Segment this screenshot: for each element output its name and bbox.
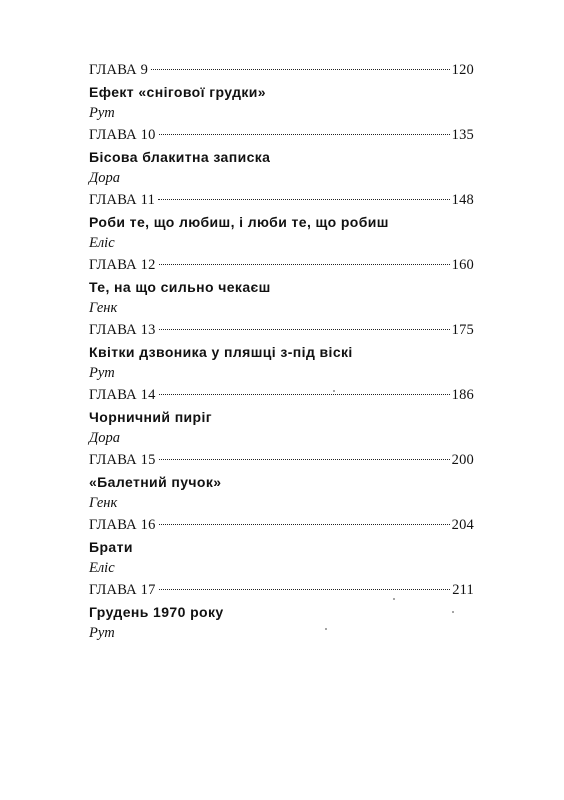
chapter-heading-line bbox=[89, 579, 474, 601]
chapter-title: «Балетний пучок» bbox=[89, 474, 222, 490]
table-of-contents bbox=[89, 59, 474, 644]
print-speck bbox=[452, 611, 454, 613]
chapter-title: Роби те, що любиш, і люби те, що робиш bbox=[89, 214, 389, 230]
toc-entry bbox=[89, 189, 474, 254]
chapter-label: ГЛАВА 15 bbox=[89, 452, 156, 468]
chapter-heading-line bbox=[89, 189, 474, 211]
chapter-narrator: Рут bbox=[89, 365, 115, 381]
page-number: 120 bbox=[451, 62, 474, 78]
print-speck bbox=[325, 628, 327, 630]
toc-entry bbox=[89, 124, 474, 189]
chapter-narrator: Дора bbox=[89, 170, 120, 186]
chapter-narrator: Еліс bbox=[89, 235, 115, 251]
dot-leader bbox=[159, 459, 450, 460]
page-number: 204 bbox=[451, 517, 474, 533]
toc-entry bbox=[89, 514, 474, 579]
chapter-label: ГЛАВА 10 bbox=[89, 127, 156, 143]
dot-leader bbox=[159, 264, 450, 265]
page-number: 135 bbox=[451, 127, 474, 143]
chapter-heading-line bbox=[89, 449, 474, 471]
toc-entry bbox=[89, 384, 474, 449]
dot-leader bbox=[159, 394, 450, 395]
toc-entry bbox=[89, 254, 474, 319]
chapter-title: Брати bbox=[89, 539, 133, 555]
chapter-title: Ефект «снігової грудки» bbox=[89, 84, 266, 100]
chapter-narrator: Еліс bbox=[89, 560, 115, 576]
chapter-label: ГЛАВА 9 bbox=[89, 62, 149, 78]
chapter-title: Квітки дзвоника у пляшці з-під віскі bbox=[89, 344, 353, 360]
chapter-label: ГЛАВА 11 bbox=[89, 192, 156, 208]
chapter-narrator: Дора bbox=[89, 430, 120, 446]
print-speck bbox=[333, 390, 335, 392]
chapter-label: ГЛАВА 12 bbox=[89, 257, 156, 273]
chapter-heading-line bbox=[89, 254, 474, 276]
page-number: 148 bbox=[451, 192, 474, 208]
chapter-heading-line bbox=[89, 384, 474, 406]
page-number: 160 bbox=[451, 257, 474, 273]
chapter-title: Те, на що сильно чекаєш bbox=[89, 279, 271, 295]
dot-leader bbox=[159, 589, 451, 590]
chapter-label: ГЛАВА 14 bbox=[89, 387, 156, 403]
page-number: 186 bbox=[451, 387, 474, 403]
toc-entry bbox=[89, 59, 474, 124]
chapter-narrator: Рут bbox=[89, 105, 115, 121]
chapter-heading-line bbox=[89, 124, 474, 146]
dot-leader bbox=[159, 524, 450, 525]
chapter-title: Грудень 1970 року bbox=[89, 604, 224, 620]
print-speck bbox=[393, 598, 395, 600]
chapter-heading-line bbox=[89, 319, 474, 341]
chapter-label: ГЛАВА 16 bbox=[89, 517, 156, 533]
page-number: 200 bbox=[451, 452, 474, 468]
chapter-narrator: Рут bbox=[89, 625, 115, 641]
chapter-heading-line bbox=[89, 59, 474, 81]
page-number: 175 bbox=[451, 322, 474, 338]
chapter-label: ГЛАВА 13 bbox=[89, 322, 156, 338]
toc-entry bbox=[89, 319, 474, 384]
chapter-label: ГЛАВА 17 bbox=[89, 582, 156, 598]
dot-leader bbox=[151, 69, 450, 70]
dot-leader bbox=[159, 134, 450, 135]
page-number: 211 bbox=[452, 582, 474, 598]
toc-entry bbox=[89, 579, 474, 644]
chapter-narrator: Генк bbox=[89, 495, 118, 511]
toc-entry bbox=[89, 449, 474, 514]
chapter-narrator: Генк bbox=[89, 300, 118, 316]
chapter-title: Чорничний пиріг bbox=[89, 409, 213, 425]
dot-leader bbox=[159, 329, 450, 330]
chapter-heading-line bbox=[89, 514, 474, 536]
chapter-title: Бісова блакитна записка bbox=[89, 149, 271, 165]
dot-leader bbox=[158, 199, 450, 200]
